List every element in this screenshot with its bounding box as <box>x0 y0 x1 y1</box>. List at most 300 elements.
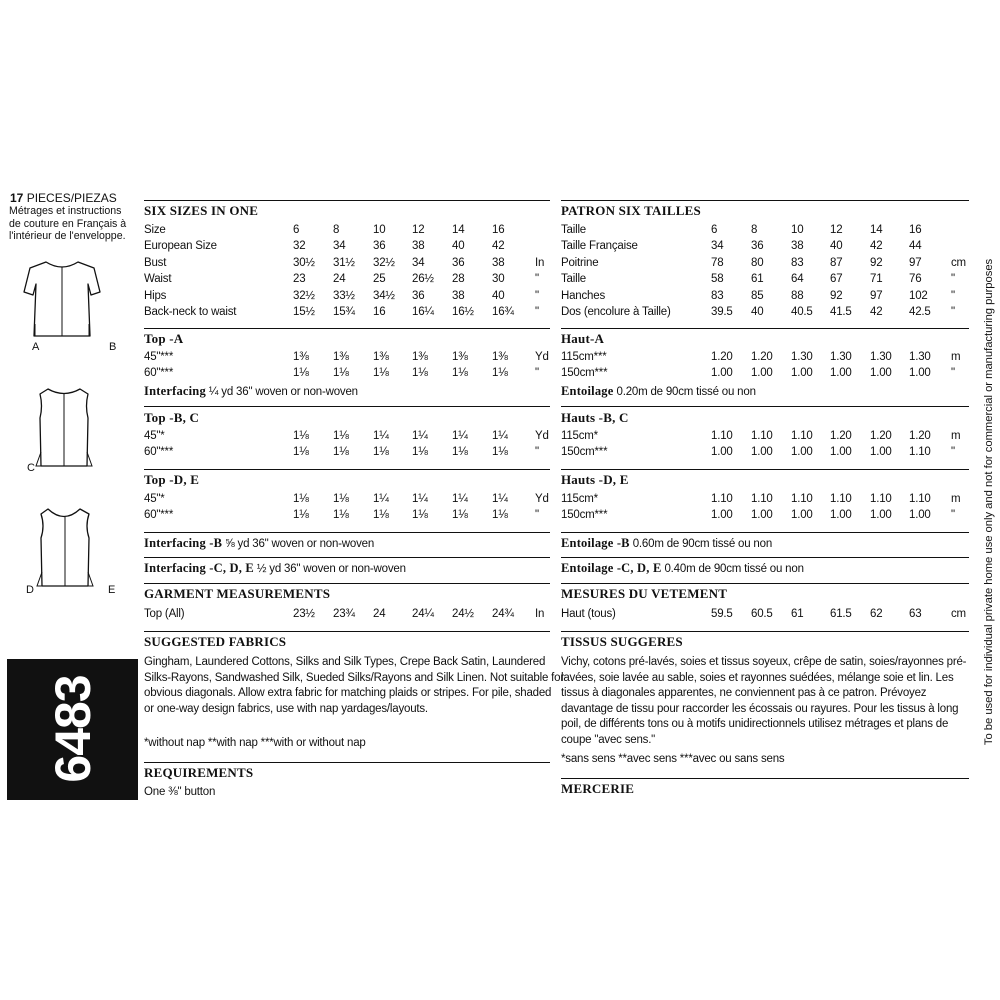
section-rule <box>561 557 969 558</box>
size-row <box>144 224 550 240</box>
row-value: 83 <box>711 290 724 302</box>
row-unit: cm <box>951 608 966 620</box>
size-row <box>144 257 550 273</box>
size-row <box>561 240 969 256</box>
row-value: 23 <box>293 273 306 285</box>
view-label-e: E <box>108 584 116 596</box>
row-value: 1.00 <box>830 509 852 521</box>
row-value: 32 <box>293 240 306 252</box>
row-value: 1¼ <box>373 493 389 505</box>
fabrics-line: Gingham, Laundered Cottons, Silks and Silk Types, Crepe Back Satin, Laundered <box>144 656 546 668</box>
view-d-e-drawing <box>34 506 96 590</box>
row-value: 1.10 <box>830 493 852 505</box>
view-label-c: C <box>27 462 35 474</box>
garment-title: MESURES DU VETEMENT <box>561 586 728 601</box>
row-value: 15½ <box>293 306 315 318</box>
yardage-row <box>561 430 969 446</box>
row-label: Dos (encolure à Taille) <box>561 306 671 318</box>
row-value: 36 <box>412 290 425 302</box>
size-row <box>561 306 969 322</box>
view-a-b-drawing <box>14 258 114 342</box>
interfacing-line <box>561 384 756 399</box>
row-value: 38 <box>452 290 465 302</box>
row-value: 85 <box>751 290 764 302</box>
row-value: 1.10 <box>791 430 813 442</box>
row-label: Bust <box>144 257 167 269</box>
french-note-line: Métrages et instructions <box>9 205 122 217</box>
yardage-row <box>144 430 550 446</box>
garment-row <box>561 608 969 624</box>
row-value: 1.10 <box>711 493 733 505</box>
row-value: 16¼ <box>412 306 434 318</box>
fabrics-line: poil, de différents tons ou à motifs unidirectionnels utilisez métrages et plans de <box>561 718 949 730</box>
row-value: 63 <box>909 608 922 620</box>
yardage-row <box>144 351 550 367</box>
row-unit: In <box>535 257 545 269</box>
size-row <box>561 273 969 289</box>
section-rule <box>144 328 550 329</box>
row-label: Taille Française <box>561 240 638 252</box>
row-value: 1⅛ <box>293 367 309 379</box>
row-value: 42 <box>870 306 883 318</box>
row-value: 40.5 <box>791 306 813 318</box>
row-value: 92 <box>870 257 883 269</box>
yardage-title: Top -B, C <box>144 410 200 425</box>
row-value: 14 <box>870 224 883 236</box>
row-value: 1.10 <box>751 430 773 442</box>
yardage-row <box>561 509 969 525</box>
fabrics-line: davantage de tissu pour raccorder les écossais ou rayures. Pour les tissus à long <box>561 702 959 715</box>
row-value: 36 <box>452 257 465 269</box>
row-value: 34 <box>333 240 346 252</box>
fabrics-text <box>144 655 564 717</box>
row-value: 42 <box>492 240 505 252</box>
row-value: 1⅛ <box>452 509 468 521</box>
row-unit: " <box>535 306 539 318</box>
interfacing-line <box>144 384 358 399</box>
row-unit: m <box>951 430 961 442</box>
requirements-text: One ⅜" button <box>144 786 216 798</box>
row-label: 115cm* <box>561 493 598 505</box>
row-value: 1⅛ <box>293 446 309 458</box>
row-value: 1⅛ <box>373 509 389 521</box>
yardage-title: Haut-A <box>561 331 605 346</box>
fabrics-line: coupe "avec sens." <box>561 733 656 746</box>
row-value: 1⅛ <box>333 509 349 521</box>
interfacing-text: 0.60m de 90cm tissé ou non <box>632 538 773 550</box>
yardage-title: Top -A <box>144 331 184 346</box>
row-unit: " <box>535 509 539 521</box>
row-value: 92 <box>830 290 843 302</box>
yardage-title: Hauts -D, E <box>561 472 629 487</box>
view-label-d: D <box>26 584 34 596</box>
row-value: 1⅛ <box>452 367 468 379</box>
row-value: 34 <box>412 257 425 269</box>
row-value: 1⅛ <box>492 367 508 379</box>
section-rule <box>144 631 550 632</box>
row-value: 26½ <box>412 273 434 285</box>
row-value: 15¾ <box>333 306 355 318</box>
yardage-row <box>144 509 550 525</box>
row-label: 115cm* <box>561 430 598 442</box>
row-value: 1⅛ <box>333 493 349 505</box>
row-unit: m <box>951 351 961 363</box>
row-label: 150cm*** <box>561 509 608 521</box>
row-label: Back-neck to waist <box>144 306 237 318</box>
row-value: 1⅛ <box>333 367 349 379</box>
row-unit: " <box>951 446 955 458</box>
interfacing-label: Interfacing <box>144 384 206 398</box>
row-label: Poitrine <box>561 257 599 269</box>
yardage-row <box>144 493 550 509</box>
row-value: 1.00 <box>791 509 813 521</box>
row-value: 38 <box>412 240 425 252</box>
row-value: 40 <box>452 240 465 252</box>
row-value: 32½ <box>373 257 395 269</box>
row-value: 1.10 <box>909 493 931 505</box>
row-value: 61 <box>791 608 804 620</box>
row-value: 61 <box>751 273 764 285</box>
row-value: 1⅛ <box>412 509 428 521</box>
row-value: 1.00 <box>870 509 892 521</box>
row-value: 1.20 <box>870 430 892 442</box>
sizes-title: PATRON SIX TAILLES <box>561 203 701 218</box>
row-value: 1.00 <box>711 509 733 521</box>
row-value: 1.00 <box>711 446 733 458</box>
row-value: 1.10 <box>870 493 892 505</box>
row-value: 64 <box>791 273 804 285</box>
row-label: 45"* <box>144 493 165 505</box>
row-value: 1⅛ <box>293 493 309 505</box>
row-value: 39.5 <box>711 306 733 318</box>
row-value: 60.5 <box>751 608 773 620</box>
interfacing-text: ¼ yd 36" woven or non-woven <box>208 386 358 398</box>
row-value: 1⅛ <box>412 367 428 379</box>
french-note-line: l'intérieur de l'enveloppe. <box>9 230 126 243</box>
row-value: 1.00 <box>711 367 733 379</box>
section-rule <box>561 469 969 470</box>
row-value: 31½ <box>333 257 355 269</box>
row-value: 1⅛ <box>333 430 349 442</box>
row-label: Haut (tous) <box>561 608 616 620</box>
interfacing-text: 0.20m de 90cm tissé ou non <box>616 386 756 398</box>
row-value: 38 <box>492 257 505 269</box>
row-value: 40 <box>830 240 843 252</box>
row-value: 1.00 <box>909 509 931 521</box>
row-value: 1.20 <box>751 351 773 363</box>
garment-title: GARMENT MEASUREMENTS <box>144 586 331 601</box>
row-value: 1⅛ <box>333 446 349 458</box>
row-value: 1¼ <box>492 493 508 505</box>
row-unit: " <box>535 290 539 302</box>
row-value: 34 <box>711 240 724 252</box>
row-value: 1.00 <box>791 446 813 458</box>
row-label: Taille <box>561 224 587 236</box>
section-rule <box>144 762 550 763</box>
row-unit: " <box>535 446 539 458</box>
row-value: 32½ <box>293 290 315 302</box>
yardage-title: Top -D, E <box>144 472 200 487</box>
row-value: 44 <box>909 240 922 252</box>
row-value: 16 <box>492 224 505 236</box>
fabrics-line: Silks-Rayons, Sandwashed Silk, Sueded Silks/Rayons and Silk Linen. Not suitable for <box>144 671 564 684</box>
row-value: 1⅛ <box>452 446 468 458</box>
row-value: 1¼ <box>373 430 389 442</box>
section-rule <box>561 778 969 779</box>
size-row <box>144 240 550 256</box>
row-value: 1¼ <box>412 430 428 442</box>
size-row <box>561 290 969 306</box>
row-value: 1.00 <box>751 446 773 458</box>
row-value: 1.20 <box>711 351 733 363</box>
row-value: 42.5 <box>909 306 931 318</box>
view-label-b: B <box>109 341 117 353</box>
row-value: 97 <box>909 257 922 269</box>
size-row <box>144 306 550 322</box>
section-rule <box>561 583 969 584</box>
french-note <box>9 205 126 243</box>
row-value: 97 <box>870 290 883 302</box>
row-value: 76 <box>909 273 922 285</box>
row-value: 1⅜ <box>333 351 349 363</box>
row-value: 1⅜ <box>373 351 389 363</box>
row-unit: cm <box>951 257 966 269</box>
row-label: 45"* <box>144 430 165 442</box>
row-value: 42 <box>870 240 883 252</box>
row-value: 1¼ <box>452 493 468 505</box>
row-label: Hips <box>144 290 167 302</box>
fabrics-line: obvious diagonals. Allow extra fabric for matching plaids or stripes. For pile, shaded <box>144 687 552 699</box>
row-unit: " <box>951 509 955 521</box>
fabrics-line: Vichy, cotons pré-lavés, soies et tissus soyeux, crêpe de satin, soies/rayonnes pré- <box>561 656 967 668</box>
row-value: 1¼ <box>492 430 508 442</box>
row-label: European Size <box>144 240 217 252</box>
interfacing-label: Interfacing -C, D, E <box>144 561 254 575</box>
row-unit: m <box>951 493 961 505</box>
row-value: 16¾ <box>492 306 514 318</box>
row-value: 71 <box>870 273 883 285</box>
row-value: 1.00 <box>870 367 892 379</box>
pattern-number: 6483 <box>45 675 101 783</box>
row-value: 1⅜ <box>293 351 309 363</box>
row-label: Top (All) <box>144 608 185 620</box>
yardage-row <box>144 367 550 383</box>
french-note-line: de couture en Français à <box>9 217 127 230</box>
section-rule <box>561 200 969 201</box>
row-value: 87 <box>830 257 843 269</box>
row-value: 14 <box>452 224 465 236</box>
interfacing-cde-line <box>144 561 406 576</box>
row-value: 24¾ <box>492 608 514 620</box>
fabrics-title: TISSUS SUGGERES <box>561 634 683 649</box>
pieces-count: 17 <box>10 191 24 205</box>
row-value: 24 <box>333 273 346 285</box>
row-value: 1.30 <box>870 351 892 363</box>
section-rule <box>144 583 550 584</box>
row-value: 23¾ <box>333 608 355 620</box>
row-value: 1⅜ <box>452 351 468 363</box>
yardage-row <box>561 351 969 367</box>
section-rule <box>561 406 969 407</box>
size-row <box>561 224 969 240</box>
nap-note: *without nap **with nap ***with or without nap <box>144 737 366 749</box>
row-label: 115cm*** <box>561 351 607 363</box>
row-value: 10 <box>373 224 386 236</box>
interfacing-text: ½ yd 36" woven or non-woven <box>256 563 406 575</box>
size-row <box>144 273 550 289</box>
interfacing-label: Entoilage -C, D, E <box>561 561 662 575</box>
row-label: Size <box>144 224 166 236</box>
yardage-row <box>144 446 550 462</box>
row-value: 16 <box>909 224 922 236</box>
row-value: 1⅛ <box>492 509 508 521</box>
row-value: 88 <box>791 290 804 302</box>
row-value: 16 <box>373 306 386 318</box>
row-value: 6 <box>293 224 300 236</box>
requirements-title: REQUIREMENTS <box>144 765 254 780</box>
garment-row <box>144 608 550 624</box>
size-row <box>561 257 969 273</box>
row-value: 58 <box>711 273 724 285</box>
row-value: 1⅜ <box>492 351 508 363</box>
interfacing-b-line <box>561 536 772 551</box>
section-rule <box>144 406 550 407</box>
interfacing-text: ⅝ yd 36" woven or non-woven <box>225 538 375 550</box>
row-value: 1.20 <box>909 430 931 442</box>
row-value: 78 <box>711 257 724 269</box>
row-value: 36 <box>751 240 764 252</box>
row-value: 41.5 <box>830 306 852 318</box>
row-value: 40 <box>492 290 505 302</box>
row-value: 1⅛ <box>293 509 309 521</box>
interfacing-label: Interfacing -B <box>144 536 223 550</box>
row-value: 1.30 <box>909 351 931 363</box>
row-value: 61.5 <box>830 608 852 620</box>
row-label: 45"*** <box>144 351 174 363</box>
row-unit: Yd <box>535 351 549 363</box>
row-value: 83 <box>791 257 804 269</box>
row-value: 1⅛ <box>373 446 389 458</box>
row-value: 33½ <box>333 290 355 302</box>
row-value: 1⅛ <box>373 367 389 379</box>
interfacing-b-line <box>144 536 374 551</box>
interfacing-text: 0.40m de 90cm tissé ou non <box>664 563 804 575</box>
row-value: 1.10 <box>909 446 931 458</box>
row-value: 10 <box>791 224 804 236</box>
row-unit: Yd <box>535 430 549 442</box>
row-value: 1.00 <box>830 446 852 458</box>
section-rule <box>144 200 550 201</box>
row-value: 36 <box>373 240 386 252</box>
row-value: 62 <box>870 608 883 620</box>
row-label: Hanches <box>561 290 605 302</box>
row-unit: " <box>535 367 539 379</box>
fabrics-line: lavées, soie lavée au sable, soies et rayonnes suédées, mélange soie et lin. Les <box>561 671 954 684</box>
row-value: 38 <box>791 240 804 252</box>
row-value: 24 <box>373 608 386 620</box>
row-value: 1.20 <box>830 430 852 442</box>
fabrics-line: tissus à diagonales apparentes, ne conviennent pas à ce patron. Prévoyez <box>561 687 927 699</box>
row-value: 24¼ <box>412 608 434 620</box>
row-unit: " <box>951 290 955 302</box>
yardage-row <box>561 446 969 462</box>
row-value: 16½ <box>452 306 474 318</box>
row-value: 25 <box>373 273 386 285</box>
fabrics-line: or one-way design fabrics, use with nap yardages/layouts. <box>144 702 428 715</box>
row-unit: " <box>951 367 955 379</box>
row-value: 8 <box>751 224 758 236</box>
nap-note: *sans sens **avec sens ***avec ou sans sens <box>561 753 785 765</box>
pieces-heading <box>10 191 117 205</box>
section-rule <box>144 469 550 470</box>
interfacing-label: Entoilage -B <box>561 536 630 550</box>
row-value: 12 <box>412 224 425 236</box>
section-rule <box>561 532 969 533</box>
row-value: 30½ <box>293 257 315 269</box>
fabrics-title: SUGGESTED FABRICS <box>144 634 287 649</box>
view-label-a: A <box>32 341 40 353</box>
row-value: 1.00 <box>751 509 773 521</box>
row-value: 1.00 <box>751 367 773 379</box>
row-value: 1.10 <box>791 493 813 505</box>
row-value: 30 <box>492 273 505 285</box>
fabrics-text <box>561 655 969 748</box>
interfacing-label: Entoilage <box>561 384 614 398</box>
row-value: 1.00 <box>909 367 931 379</box>
row-value: 67 <box>830 273 843 285</box>
row-value: 1.00 <box>830 367 852 379</box>
yardage-row <box>561 493 969 509</box>
row-label: 60"*** <box>144 367 174 379</box>
section-rule <box>561 328 969 329</box>
section-rule <box>144 532 550 533</box>
row-value: 23½ <box>293 608 315 620</box>
size-row <box>144 290 550 306</box>
row-value: 6 <box>711 224 718 236</box>
row-value: 28 <box>452 273 465 285</box>
row-unit: Yd <box>535 493 549 505</box>
row-unit: In <box>535 608 545 620</box>
row-value: 1⅛ <box>293 430 309 442</box>
row-value: 1.10 <box>751 493 773 505</box>
row-value: 80 <box>751 257 764 269</box>
pieces-label: PIECES/PIEZAS <box>26 191 117 205</box>
yardage-title: Hauts -B, C <box>561 410 629 425</box>
row-value: 1.30 <box>830 351 852 363</box>
row-label: 150cm*** <box>561 367 608 379</box>
row-value: 1⅛ <box>412 446 428 458</box>
requirements-title: MERCERIE <box>561 781 635 796</box>
row-value: 1¼ <box>412 493 428 505</box>
row-label: 150cm*** <box>561 446 608 458</box>
row-value: 102 <box>909 290 928 302</box>
row-value: 34½ <box>373 290 395 302</box>
row-value: 1.00 <box>870 446 892 458</box>
row-label: Taille <box>561 273 587 285</box>
pattern-number-block <box>7 659 138 800</box>
row-value: 1⅛ <box>492 446 508 458</box>
row-value: 1¼ <box>452 430 468 442</box>
section-rule <box>561 631 969 632</box>
section-rule <box>144 557 550 558</box>
yardage-row <box>561 367 969 383</box>
row-value: 40 <box>751 306 764 318</box>
row-value: 8 <box>333 224 340 236</box>
row-value: 1.00 <box>791 367 813 379</box>
row-label: 60"*** <box>144 446 174 458</box>
row-unit: " <box>535 273 539 285</box>
row-label: Waist <box>144 273 172 285</box>
